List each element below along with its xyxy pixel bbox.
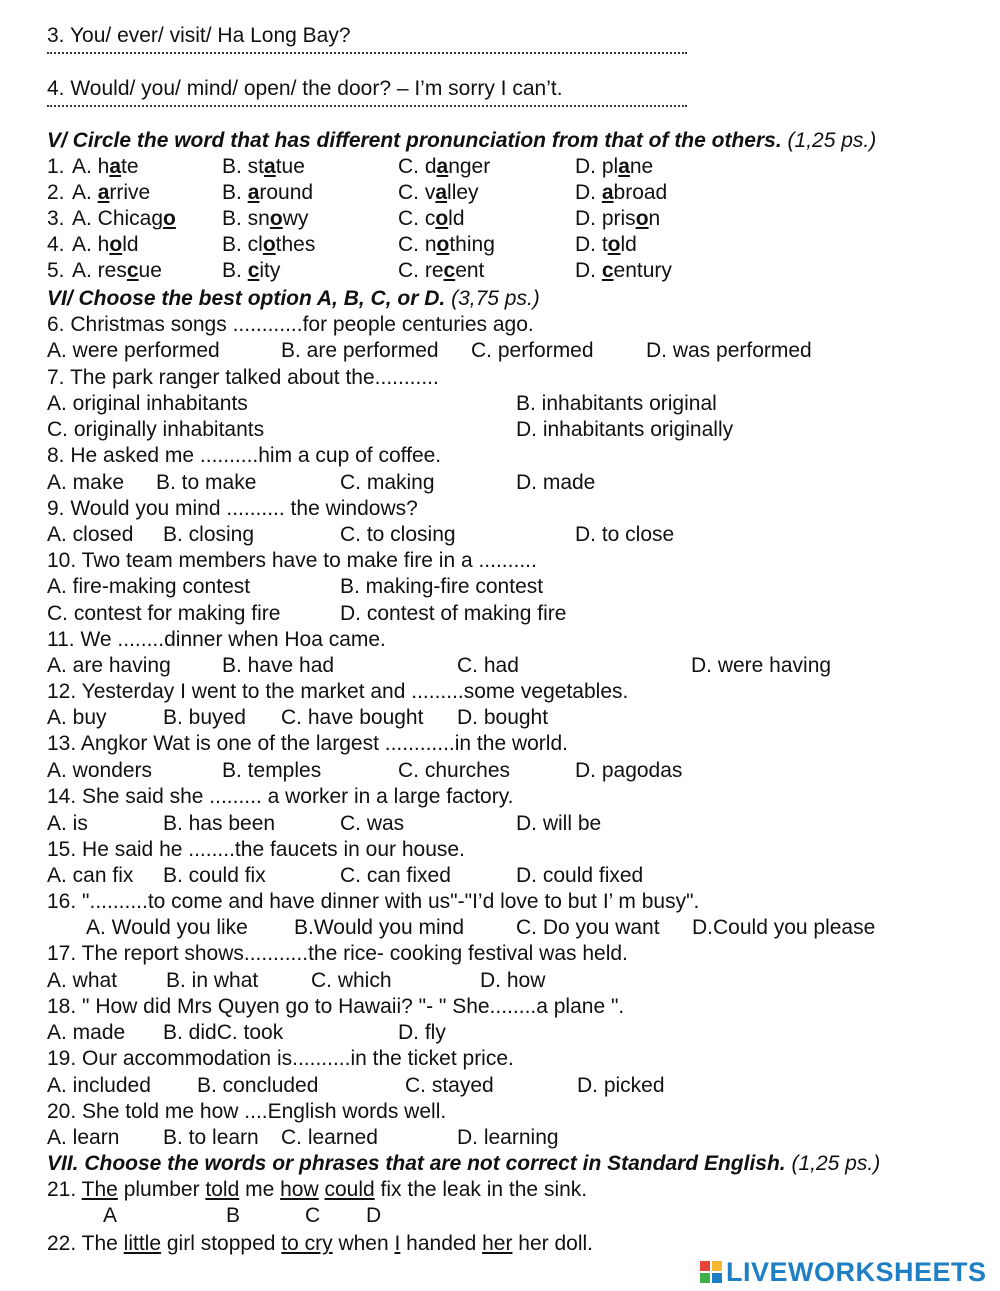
question-6: 6. Christmas songs ............for people centuries ago.: [47, 313, 534, 336]
liveworksheets-logo: [700, 1258, 987, 1286]
option-15a[interactable]: A. can fix: [47, 864, 134, 887]
option-11d[interactable]: D. were having: [691, 654, 832, 677]
option-17d[interactable]: D. how: [480, 969, 546, 992]
option-8a[interactable]: A. make: [47, 471, 125, 494]
q21-text: fix the leak in the sink.: [374, 1178, 588, 1201]
option-11a[interactable]: A. are having: [47, 654, 171, 677]
question-15: 15. He said he ........the faucets in our house.: [47, 838, 465, 861]
q21-text: plumber: [117, 1178, 206, 1201]
q22-text: her doll.: [512, 1232, 593, 1255]
option-19b[interactable]: B. concluded: [197, 1074, 319, 1097]
highlighted-letter: o: [163, 207, 176, 230]
section-vi-heading: [47, 286, 540, 312]
section-v-heading: [47, 128, 876, 154]
q21-option-a[interactable]: The: [81, 1178, 118, 1201]
q21-number: 21.: [47, 1178, 77, 1201]
question-12: 12. Yesterday I went to the market and .........some vegetables.: [47, 680, 629, 703]
highlighted-letter: a: [435, 181, 448, 204]
option-19a[interactable]: A. included: [47, 1074, 151, 1097]
logo-tile: [712, 1261, 722, 1271]
option-20c[interactable]: C. learned: [281, 1126, 378, 1149]
question-16: 16. "..........to come and have dinner with us"-"I’d love to but I’ m busy".: [47, 890, 700, 913]
q22-text: handed: [400, 1232, 483, 1255]
option-16b[interactable]: B.Would you mind: [294, 916, 465, 939]
logo-tile: [712, 1273, 722, 1283]
option-17b[interactable]: B. in what: [166, 969, 259, 992]
option-12d[interactable]: D. bought: [457, 706, 549, 729]
option-20a[interactable]: A. learn: [47, 1126, 120, 1149]
pron-option-3-d[interactable]: D. prison: [575, 207, 661, 230]
option-16d[interactable]: D.Could you please: [692, 916, 876, 939]
option-12a[interactable]: A. buy: [47, 706, 107, 729]
highlighted-letter: a: [601, 181, 614, 204]
pron-option-3-b[interactable]: B. snowy: [222, 207, 309, 230]
pron-item-number: 4.: [47, 233, 65, 256]
answer-line-3[interactable]: [47, 44, 687, 54]
highlighted-letter: c: [601, 259, 614, 282]
pron-option-3-a[interactable]: A. Chicago: [72, 207, 176, 230]
q22-text: when: [332, 1232, 395, 1255]
pron-option-4-b[interactable]: B. clothes: [222, 233, 316, 256]
option-13c[interactable]: C. churches: [398, 759, 511, 782]
highlighted-letter: a: [264, 155, 276, 178]
highlighted-letter: o: [435, 207, 449, 230]
highlighted-letter: o: [635, 207, 649, 230]
logo-tile: [700, 1261, 710, 1271]
pron-option-5-c[interactable]: C. recent: [398, 259, 485, 282]
highlighted-letter: a: [109, 155, 122, 178]
pron-item-number: 5.: [47, 259, 65, 282]
option-13b[interactable]: B. temples: [222, 759, 322, 782]
pron-option-5-d[interactable]: D. century: [575, 259, 672, 282]
pron-option-5-a[interactable]: A. rescue: [72, 259, 162, 282]
option-8b[interactable]: B. to make: [156, 471, 257, 494]
q21-letter-d: D: [366, 1204, 382, 1227]
question-9: 9. Would you mind .......... the windows?: [47, 497, 418, 520]
option-17a[interactable]: A. what: [47, 969, 118, 992]
option-15c[interactable]: C. can fixed: [340, 864, 451, 887]
section-vii-title: VII. Choose the words or phrases that are not correct in Standard English.: [47, 1152, 786, 1175]
option-6c[interactable]: C. performed: [471, 339, 594, 362]
question-7: 7. The park ranger talked about the...........: [47, 366, 439, 389]
highlighted-letter: o: [262, 233, 276, 256]
logo-tile: [700, 1273, 710, 1283]
q22-option-b[interactable]: to cry: [281, 1232, 333, 1255]
pron-option-1-d[interactable]: D. plane: [575, 155, 654, 178]
q21-letter-a: A: [103, 1204, 118, 1227]
question-18: 18. " How did Mrs Quyen go to Hawaii? "- " She........a plane ".: [47, 995, 625, 1018]
option-11b[interactable]: B. have had: [222, 654, 335, 677]
highlighted-letter: o: [436, 233, 450, 256]
q21-option-d[interactable]: could: [324, 1178, 375, 1201]
pron-option-4-c[interactable]: C. nothing: [398, 233, 495, 256]
q22-text: girl stopped: [161, 1232, 282, 1255]
option-8d[interactable]: D. made: [516, 471, 596, 494]
q21-letter-c: C: [305, 1204, 321, 1227]
highlighted-letter: o: [109, 233, 123, 256]
pron-option-2-a[interactable]: A. arrive: [72, 181, 151, 204]
question-17: 17. The report shows...........the rice- cooking festival was held.: [47, 942, 628, 965]
q22-option-c[interactable]: I: [394, 1232, 401, 1255]
question-8: 8. He asked me ..........him a cup of coffee.: [47, 444, 442, 467]
section-vi-title: VI/ Choose the best option A, B, C, or D.: [47, 287, 446, 310]
pron-option-4-d[interactable]: D. told: [575, 233, 637, 256]
highlighted-letter: o: [269, 207, 283, 230]
pron-option-5-b[interactable]: B. city: [222, 259, 281, 282]
pron-option-1-a[interactable]: A. hate: [72, 155, 139, 178]
option-7a[interactable]: A. original inhabitants: [47, 392, 248, 415]
option-8c[interactable]: C. making: [340, 471, 435, 494]
option-14c[interactable]: C. was: [340, 812, 405, 835]
question-14: 14. She said she ......... a worker in a large factory.: [47, 785, 514, 808]
option-18a[interactable]: A. made: [47, 1021, 126, 1044]
question-11: 11. We ........dinner when Hoa came.: [47, 628, 386, 651]
pron-item-number: 1.: [47, 155, 65, 178]
option-10c[interactable]: C. contest for making fire: [47, 602, 281, 625]
option-9c[interactable]: C. to closing: [340, 523, 456, 546]
option-17c[interactable]: C. which: [311, 969, 392, 992]
pron-option-3-c[interactable]: C. cold: [398, 207, 465, 230]
pron-item-number: 2.: [47, 181, 65, 204]
q22-text: 22. The: [47, 1232, 124, 1255]
option-9a[interactable]: A. closed: [47, 523, 134, 546]
pron-option-2-b[interactable]: B. around: [222, 181, 314, 204]
option-18d[interactable]: D. fly: [398, 1021, 446, 1044]
q21-option-b[interactable]: told: [205, 1178, 240, 1201]
option-14b[interactable]: B. has been: [163, 812, 276, 835]
pron-item-number: 3.: [47, 207, 65, 230]
pron-option-1-c[interactable]: C. danger: [398, 155, 491, 178]
option-16c[interactable]: C. Do you want: [516, 916, 660, 939]
option-9d[interactable]: D. to close: [575, 523, 675, 546]
section-vi-points: (3,75 ps.): [451, 287, 540, 310]
logo-tiles-icon: [700, 1261, 722, 1283]
option-13a[interactable]: A. wonders: [47, 759, 153, 782]
question-4: 4. Would/ you/ mind/ open/ the door? – I’m sorry I can’t.: [47, 77, 563, 100]
q21-letter-b: B: [226, 1204, 241, 1227]
highlighted-letter: c: [247, 259, 260, 282]
pron-option-4-a[interactable]: A. hold: [72, 233, 139, 256]
q22-option-d[interactable]: her: [482, 1232, 513, 1255]
pron-option-1-b[interactable]: B. statue: [222, 155, 305, 178]
question-13: 13. Angkor Wat is one of the largest ............in the world.: [47, 732, 568, 755]
question-19: 19. Our accommodation is..........in the ticket price.: [47, 1047, 514, 1070]
option-10b[interactable]: B. making-fire contest: [340, 575, 544, 598]
option-15d[interactable]: D. could fixed: [516, 864, 644, 887]
option-6a[interactable]: A. were performed: [47, 339, 220, 362]
option-6d[interactable]: D. was performed: [646, 339, 812, 362]
highlighted-letter: a: [618, 155, 630, 178]
q21-option-c[interactable]: how: [280, 1178, 319, 1201]
option-14d[interactable]: D. will be: [516, 812, 602, 835]
pron-option-2-d[interactable]: D. abroad: [575, 181, 668, 204]
highlighted-letter: c: [126, 259, 139, 282]
option-10a[interactable]: A. fire-making contest: [47, 575, 251, 598]
highlighted-letter: c: [443, 259, 456, 282]
option-14a[interactable]: A. is: [47, 812, 88, 835]
option-12b[interactable]: B. buyed: [163, 706, 246, 729]
question-3: 3. You/ ever/ visit/ Ha Long Bay?: [47, 24, 351, 47]
option-12c[interactable]: C. have bought: [281, 706, 424, 729]
question-22: [47, 1231, 593, 1257]
question-20: 20. She told me how ....English words well.: [47, 1100, 447, 1123]
answer-line-4[interactable]: [47, 97, 687, 107]
option-9b[interactable]: B. closing: [163, 523, 255, 546]
highlighted-letter: a: [247, 181, 260, 204]
option-15b[interactable]: B. could fix: [163, 864, 266, 887]
highlighted-letter: o: [607, 233, 621, 256]
option-19c[interactable]: C. stayed: [405, 1074, 494, 1097]
option-20d[interactable]: D. learning: [457, 1126, 559, 1149]
option-6b[interactable]: B. are performed: [281, 339, 439, 362]
option-20b[interactable]: B. to learn: [163, 1126, 259, 1149]
logo-text: LIVEWORKSHEETS: [726, 1256, 987, 1287]
option-7d[interactable]: D. inhabitants originally: [516, 418, 734, 441]
option-10d[interactable]: D. contest of making fire: [340, 602, 567, 625]
highlighted-letter: a: [97, 181, 110, 204]
option-13d[interactable]: D. pagodas: [575, 759, 683, 782]
option-16a[interactable]: A. Would you like: [86, 916, 248, 939]
section-v-points: (1,25 ps.): [787, 129, 877, 152]
section-vii-points: (1,25 ps.): [791, 1152, 881, 1175]
pron-option-2-c[interactable]: C. valley: [398, 181, 479, 204]
q21-text: me: [239, 1178, 281, 1201]
option-18bc[interactable]: B. didC. took: [163, 1021, 284, 1044]
option-7b[interactable]: B. inhabitants original: [516, 392, 717, 415]
q22-option-a[interactable]: little: [123, 1232, 162, 1255]
question-10: 10. Two team members have to make fire in a ..........: [47, 549, 537, 572]
section-v-title: V/ Circle the word that has different pronunciation from that of the others.: [47, 129, 782, 152]
section-vii-heading: [47, 1151, 880, 1177]
option-7c[interactable]: C. originally inhabitants: [47, 418, 265, 441]
question-21: [47, 1177, 587, 1203]
highlighted-letter: a: [436, 155, 449, 178]
option-19d[interactable]: D. picked: [577, 1074, 665, 1097]
option-11c[interactable]: C. had: [457, 654, 519, 677]
